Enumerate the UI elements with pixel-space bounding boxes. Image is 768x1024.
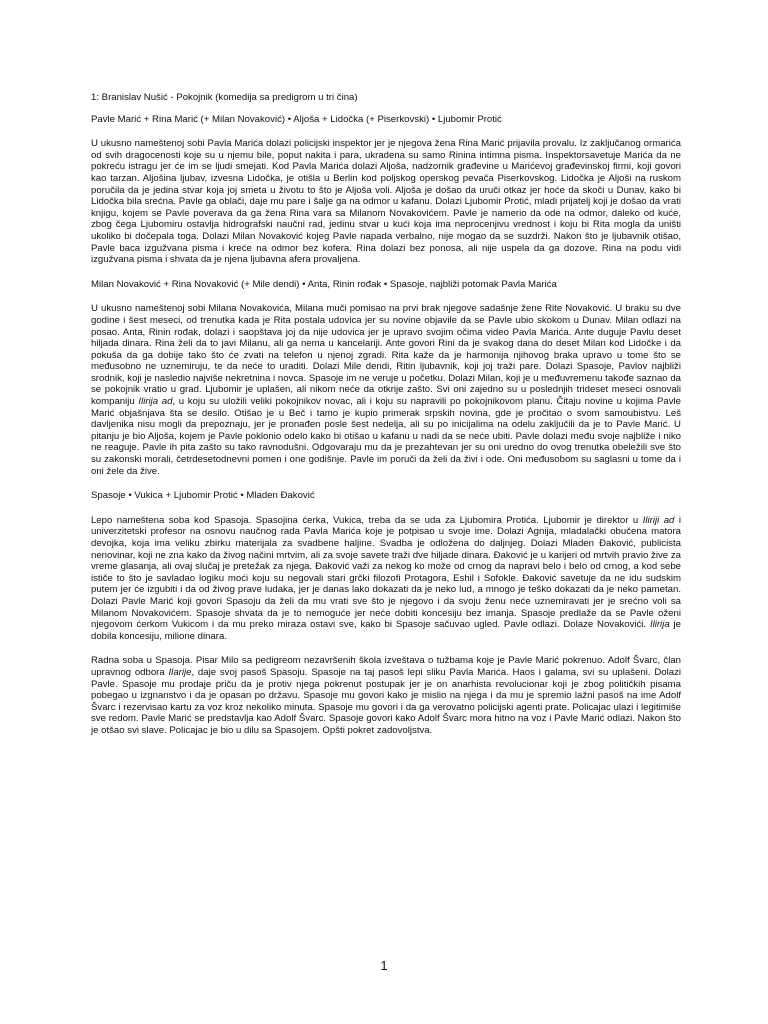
document-page — [91, 92, 681, 750]
paragraph-2: U ukusno nameštenoj sobi Milana Novakovića, Milana muči pomisao na prvi brak njegove sadašnje žene Rite Novaković. U braku su dve godine i šest meseci, od trenutka kada je Rita postala udovica jer su novine objavile da se Pavle ubio skokom u Dunav. Milan odlazi na posao. Anta, Rinin rođak, dolazi i saopštava joj da nije udovica jer je upravo svojim očima video Pavla Marića. Ante duguje Pavlu deset hiljada dinara. Rina želi da to javi Milanu, ali ga nema u kancelariji. Ante govori Rini da je svakog dana do deset Milan kod Lidočke i da pokuša da ga dobije tako što će zvati na telefon u njenoj zgradi. Rita kaže da je harmonija njihovog braka upravo u tome što se međusobno ne uznemiruju, te da neće to uraditi. Dolazi Mile dendi, Ritin ljubavnik, koji joj traži pare. Dolazi Spasoje, Pavlov najbliži srodnik, koji je nasledio najviše nekretnina i novca. Spasoje im ne veruje u početku. Dolazi Milan, koji je u međuvremenu takođe saznao da se pokojnik vratio u grad. Ljubomir je uplašen, ali nikom neće da otkrije zašto. Svi oni zajedno su u poslednjih trideset meseci osnovali kompaniju Ilirija ad, u koju su uložili veliki pokojnikov novac, ali i koju su napravili po pokojnikovom planu. Čitaju novine u kojima Pavle Marić objašnjava šta se desilo. Otišao je u Beč i tamo je kupio primerak srpskih novina, gde je pročitao o svom samoubistvu. Leš davljenika nisu mogli da prepoznaju, jer je pronađen posle šest nedelja, ali su po inicijalima na odelu zaključili da je to Pavle Marić. U pitanju je bio Aljoša, kojem je Pavle poklonio odelo kako bi otišao u kafanu u nadi da se neće ubiti. Pavle dolazi među svoje najbliže i niko ne reaguje. Pavle ih pita zašto su tako ravnodušni. Odgovaraju mu da je prezahtevan jer su oni uredno do ovog trenutka obeležili sve što su zakonski morali, četrdesetodnevni pomen i one godišnje. Pavle im poruči da želi da živi i ode. Oni međusobom su saglasni u tome da i oni žele da žive. — [91, 303, 681, 477]
paragraph-1: U ukusno nameštenoj sobi Pavla Marića dolazi policijski inspektor jer je njegova žena Rina Marić prijavila provalu. Iz zaključanog ormarića od svih dragocenosti koje su u njemu bile, poput nakita i para, ukradena su samo Rinina intimna pisma. Inspektorsavetuje Marića da ne pokreću istragu jer će im se ljudi smejati. Kod Pavla Marića dolazi Aljoša, nadzornik građevine u Marićevoj građevinskoj firmi, koji govori kao tarzan. Aljošina ljubav, izvesna Lidočka, je otišla u Berlin kod poljskog operskog pevača Piserkovskog. Lidočka je Aljoši na ruskom poručila da je jedina stvar koja joj smeta u životu to što je Aljoša voli. Aljoša je došao da uruči otkaz jer hoće da skoči u Dunav, kako bi Lidočka bila srećna. Pavle ga oblači, daje mu pare i šalje ga na odmor u kafanu. Dolazi Ljubomir Protić, mladi prijatelj koji je došao da vrati knjigu, kojem se Pavle poverava da ga žena Rina vara sa Milanom Novakovićem. Pavle je namerio da ode na odmor, daleko od kuće, zbog čega Ljubomiru ostavlja hidrografski naučni rad, jedinu stvar u kući koja ima neprocenjivu vrednost i koju bi Rita mogla da uništi ukoliko bi dočepala toga. Dolazi Milan Novaković kojeg Pavle napada verbalno, nije mogao da se suzdrži. Nakon što je ljubavnik otišao, Pavle baca izgužvana pisma i kreće na odmor bez kofera. Rina dolazi bez ponosa, ali nije uspela da ga dozove. Rina na podu vidi izgužvana pisma i shvata da je njena ljubavna afera provaljena. — [91, 138, 681, 266]
cast-line-1: Pavle Marić + Rina Marić (+ Milan Novaković) • Aljoša + Lidočka (+ Piserkovski) • Ljubomir Protić — [91, 113, 502, 125]
paragraph-3: Lepo nameštena soba kod Spasoja. Spasojina ćerka, Vukica, treba da se uda za Ljubomira Protića. Ljubomir je direktor u Iliriji ad i univerzitetski profesor na osnovu naučnog rada Pavla Marića koje je potpisao u svoje ime. Dolazi Agnija, mladalački obučena matora devojka, koja ima veliku zbirku materijala za svadbene haljine. Svadba je odložena do daljnjeg. Dolazi Mladen Đaković, publicista nenovinar, koji ne zna kako da živog načini mrtvim, ali za svoje savete traži dve hiljade dinara. Đaković je u karijeri od mrtvih pravio žive za vreme glasanja, ali ovaj slučaj je pretežak za njega. Đaković važi za nekog ko može od crnog da napravi belo i belo od crnog, a kod sebe ističe to što je savladao logiku moći koju su negovali stari grčki filozofi Protagora, Eshil i Sofokle. Đaković savetuje da ne idu sudskim putem jer će izgubiti i da od živog prave ludaka, jer je danas lako dokazati da je neko lud, a mnogo je teško dokazati da je neko pametan. Dolazi Pavle Marić koji govori Spasoju da želi da mu vrati sve što je njegovo i da svoju ženu neće uznemiravati jer je srećno voli sa Milanom Novakovićem. Spasoje shvata da je to nemoguće jer neće dobiti koncesiju bez imanja. Spasoje predlaže da se Pavle oženi njegovom ćerkom Vukicom i da mu preko miraza ostavi sve, kako bi Spasoje sačuvao ugled. Pavle odlazi. Dolaze Novakovići. Ilirija je dobila koncesiju, milione dinara. — [91, 514, 682, 642]
document-title: 1: Branislav Nušić - Pokojnik (komedija sa predigrom u tri čina) — [91, 92, 358, 103]
cast-line-3: Spasoje • Vukica + Ljubomir Protić • Mladen Đaković — [91, 490, 315, 502]
cast-line-2: Milan Novaković + Rina Novaković (+ Mile dendi) • Anta, Rinin rođak • Spasoje, najbliži potomak Pavla Marića — [91, 278, 557, 290]
page-number: 1 — [380, 958, 388, 973]
paragraph-4: Radna soba u Spasoja. Pisar Milo sa pedigreom nezavršenih škola izveštava o tužbama koje je Pavle Marić pokrenuo. Adolf Švarc, član upravnog odbora Ilarije, daje svoj pasoš Spasoju. Spasoje na taj pasoš lepi sliku Pavla Marića. Haos i galama, svi su uplašeni. Dolazi Pavle. Spasoje mu prodaje priču da je protiv njega pokrenut postupak jer je on anarhista revolucionar koji je zbog političkih pisama pobegao u izgnanstvo i da je opasan po državu. Spasoje mu govori kako je mislio na njega i da mu je spremio lažni pasoš na ime Adolf Švarc i rezervisao kartu za voz kroz nekoliko minuta. Spasoje mu govori i da ga verovatno policijski agenti prate. Policajac ulazi i legitimiše sve redom. Pavle Marić se predstavlja kao Adolf Švarc. Spasoje govori kako Adolf Švarc mora hitno na voz i Pavle Marić odlazi. Nakon što je otšao svi slave. Policajac je bio u dilu sa Spasojem. Opšti pokret zadovoljstva. — [91, 655, 681, 736]
